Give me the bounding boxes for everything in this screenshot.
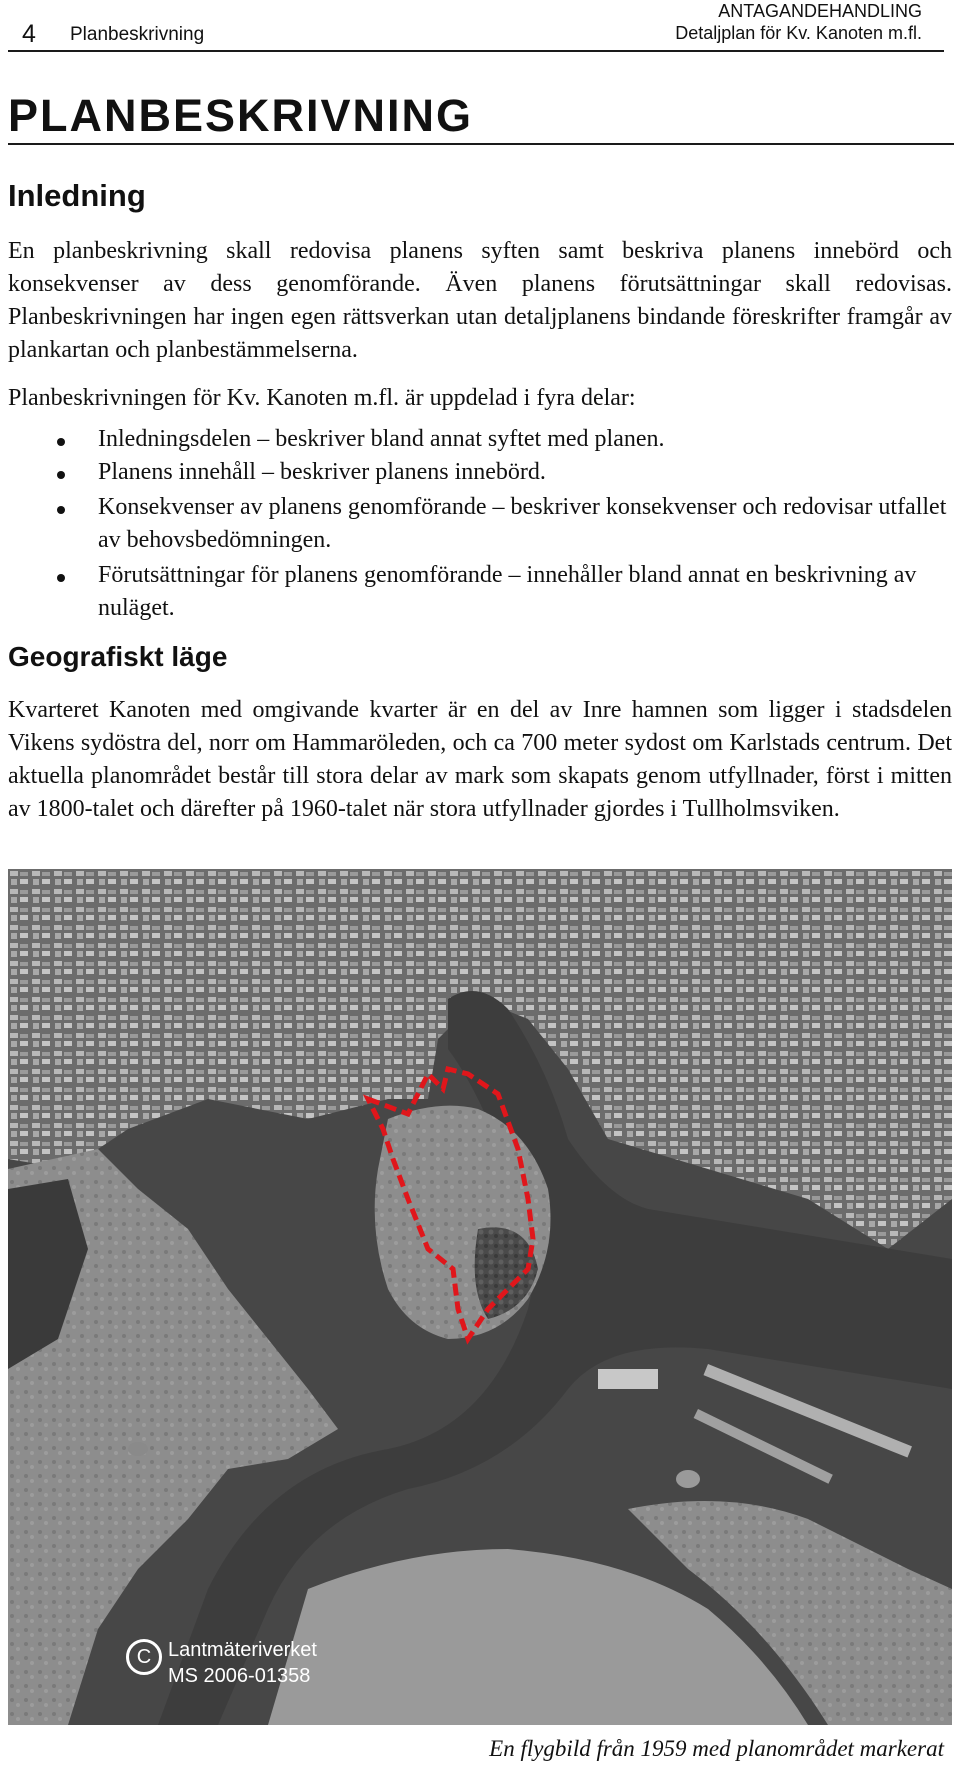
page-header (8, 0, 944, 52)
photo-credit-license: MS 2006-01358 (168, 1665, 311, 1687)
photo-caption: En flygbild från 1959 med planområdet markerat (489, 1736, 944, 1761)
bullet-icon (57, 506, 65, 514)
list-item-text: Förutsättningar för planens genomförande – innehåller bland annat en beskrivning av nuläget. (98, 562, 917, 621)
paragraph-parts-intro: Planbeskrivningen för Kv. Kanoten m.fl. är uppdelad i fyra delar: (8, 385, 636, 411)
bullet-icon (57, 438, 65, 446)
aerial-photo (8, 869, 952, 1725)
photo-credit (168, 1637, 317, 1689)
aerial-photo-graphic (8, 869, 952, 1725)
heading-geografiskt-lage: Geografiskt läge (8, 641, 228, 672)
list-item-text: Inledningsdelen – beskriver bland annat syftet med planen. (98, 426, 665, 452)
paragraph-geografiskt-lage: Kvarteret Kanoten med omgivande kvarter är en del av Inre hamnen som ligger i stadsdelen Vikens sydöstra del, norr om Hammaröleden, och ca 700 meter sydost om Karlstads centrum. Det aktuella planområdet består till stora delar av mark som skapats genom utfyllnader, först i mitten av 1800-talet och därefter på 1960-talet när stora utfyllnader gjordes i Tullholmsviken. (8, 697, 952, 822)
list-item-text: Konsekvenser av planens genomförande – beskriver konsekvenser och redovisar utfallet av behovsbedömningen. (98, 494, 947, 553)
document-title: PLANBESKRIVNING (8, 90, 474, 141)
list-item (8, 456, 952, 489)
list-item (8, 491, 952, 557)
list-item (8, 423, 952, 456)
title-rule (8, 143, 954, 145)
bullet-icon (57, 471, 65, 479)
photo-credit-agency: Lantmäteriverket (168, 1639, 317, 1661)
header-right (675, 0, 922, 44)
bullet-icon (57, 574, 65, 582)
copyright-icon: C (126, 1639, 162, 1675)
paragraph-inledning: En planbeskrivning skall redovisa planens syften samt beskriva planens innebörd och konsekvenser av dess genomförande. Även planens förutsättningar skall redovisas. Planbeskrivningen har ingen egen rättsverkan utan detaljplanens bindande föreskrifter framgår av plankartan och planbestämmelserna. (8, 238, 952, 363)
header-status: ANTAGANDEHANDLING (718, 1, 922, 21)
page-number: 4 (22, 20, 36, 48)
heading-inledning: Inledning (8, 178, 146, 213)
parts-list (8, 423, 952, 625)
list-item-text: Planens innehåll – beskriver planens innebörd. (98, 459, 546, 485)
header-document-name: Detaljplan för Kv. Kanoten m.fl. (675, 23, 922, 43)
header-section-name: Planbeskrivning (70, 24, 205, 45)
list-item (8, 559, 952, 625)
